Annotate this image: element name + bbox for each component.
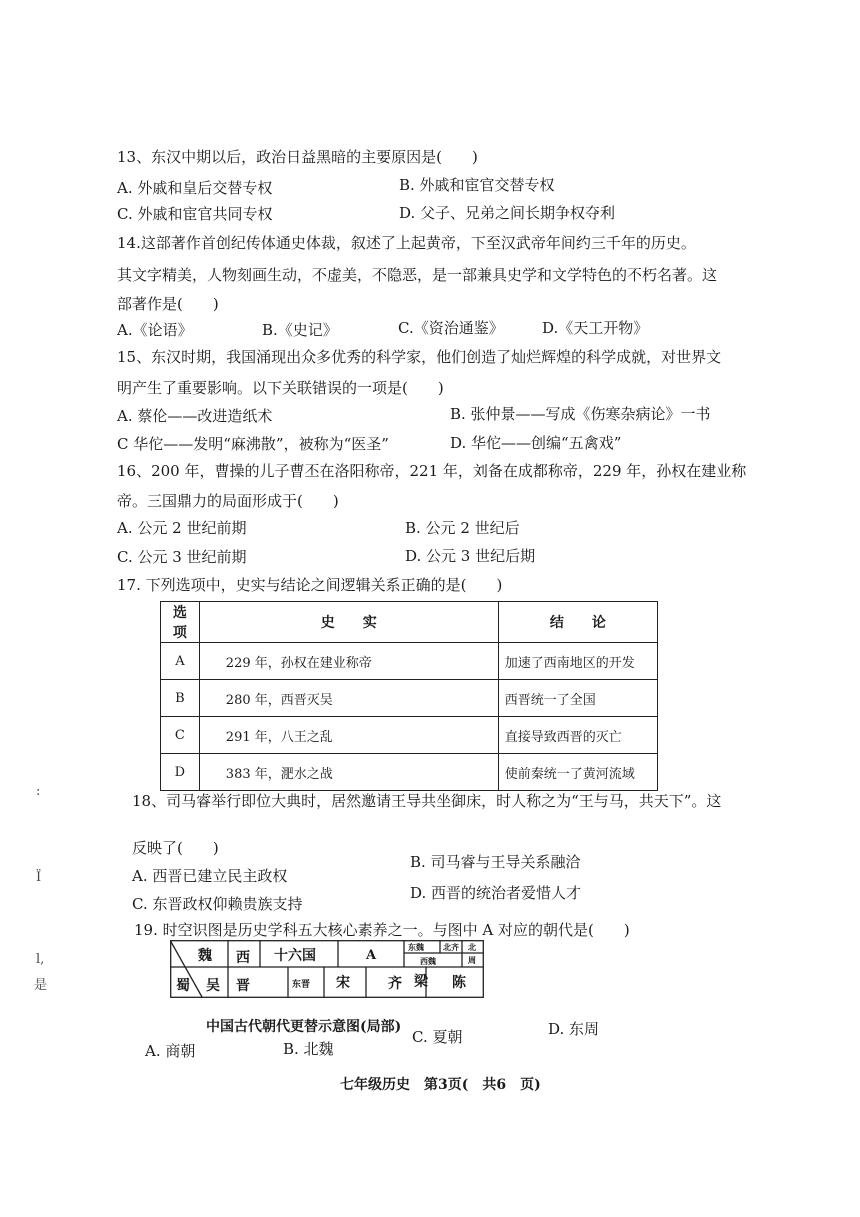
- margin-mark: :: [36, 784, 41, 799]
- q19-option-d: D. 东周: [548, 1020, 600, 1038]
- q15-line1: 15、东汉时期，我国涌现出众多优秀的科学家，他们创造了灿烂辉煌的科学成就，对世界文: [117, 348, 722, 366]
- dynasty-timeline-diagram: [170, 940, 484, 1000]
- table-row: [161, 754, 658, 791]
- row-conclusion: 使前秦统一了黄河流域: [498, 754, 657, 791]
- tl-dongjin: 东晋: [292, 980, 311, 990]
- tl-dongwei: 东魏: [408, 942, 424, 952]
- tl-qi: 齐: [388, 976, 402, 992]
- row-option: A: [161, 643, 200, 680]
- tl-a: A: [366, 948, 377, 963]
- q16-option-a: A. 公元 2 世纪前期: [117, 519, 247, 537]
- tl-bei: 北: [468, 942, 476, 952]
- header-option: 选项: [161, 602, 200, 643]
- table-row: [161, 717, 658, 754]
- q18-option-c: C. 东晋政权仰赖贵族支持: [132, 895, 303, 913]
- margin-mark: Ï: [36, 870, 42, 885]
- tl-shu: 蜀: [176, 978, 190, 994]
- tl-chen: 陈: [452, 975, 466, 991]
- q13-option-c: C. 外戚和宦官共同专权: [117, 205, 273, 223]
- q15-line2: 明产生了重要影响。以下关联错误的一项是( ): [117, 379, 444, 397]
- q15-option-d: D. 华佗——创编“五禽戏”: [450, 434, 622, 452]
- row-option: C: [161, 717, 200, 754]
- margin-mark: l,: [36, 952, 45, 967]
- timeline-caption: 中国古代朝代更替示意图(局部): [206, 1019, 402, 1035]
- tl-wei: 魏: [198, 948, 212, 964]
- header-conclusion: 结 论: [498, 602, 657, 643]
- q19-option-c: C. 夏朝: [412, 1028, 463, 1046]
- q13-option-d: D. 父子、兄弟之间长期争权夺利: [399, 204, 616, 222]
- q18-option-d: D. 西晋的统治者爱惜人才: [410, 884, 582, 902]
- tl-xijin-top: 西: [236, 950, 250, 966]
- q16-option-b: B. 公元 2 世纪后: [405, 519, 520, 537]
- page-footer: 七年级历史 第3页( 共6 页): [340, 1077, 541, 1093]
- q15-option-c: C 华佗——发明“麻沸散”，被称为“医圣”: [117, 435, 389, 453]
- q19-stem: 19. 时空识图是历史学科五大核心素养之一。与图中 A 对应的朝代是( ): [134, 921, 630, 939]
- row-fact: 383 年，淝水之战: [199, 754, 498, 791]
- tl-wu: 吴: [206, 978, 220, 994]
- tl-xijin-bottom: 晋: [236, 978, 250, 994]
- q13-option-b: B. 外戚和宦官交替专权: [399, 176, 555, 194]
- q14-option-c: C.《资治通鉴》: [398, 319, 504, 337]
- q18-option-a: A. 西晋已建立民主政权: [132, 867, 288, 885]
- q14-line3: 部著作是( ): [117, 295, 219, 313]
- row-fact: 280 年，西晋灭吴: [199, 680, 498, 717]
- q16-option-c: C. 公元 3 世纪前期: [117, 548, 247, 566]
- q15-option-a: A. 蔡伦——改进造纸术: [117, 407, 273, 425]
- q13-option-a: A. 外戚和皇后交替专权: [117, 179, 273, 197]
- q14-line1: 14.这部著作首创纪传体通史体裁，叙述了上起黄帝，下至汉武帝年间约三千年的历史。: [117, 234, 696, 252]
- q15-option-b: B. 张仲景——写成《伤寒杂病论》一书: [450, 405, 711, 423]
- tl-sixteen-kingdoms: 十六国: [274, 948, 316, 964]
- table-header-row: [161, 602, 658, 643]
- q16-line1: 16、200 年，曹操的儿子曹丕在洛阳称帝，221 年，刘备在成都称帝，229 年，孙权在建业称: [117, 462, 747, 480]
- tl-song: 宋: [336, 975, 350, 991]
- q13-stem: 13、东汉中期以后，政治日益黑暗的主要原因是( ): [117, 148, 478, 166]
- tl-beiqi: 北齐: [443, 942, 459, 952]
- facts-table: [160, 601, 658, 791]
- tl-liang: 梁: [414, 974, 428, 990]
- q19-option-a: A. 商朝: [145, 1042, 196, 1060]
- q19-option-b: B. 北魏: [283, 1040, 334, 1058]
- q14-option-d: D.《天工开物》: [542, 319, 649, 337]
- row-option: B: [161, 680, 200, 717]
- margin-mark: 是: [34, 978, 48, 993]
- table-row: [161, 643, 658, 680]
- q16-option-d: D. 公元 3 世纪后期: [405, 547, 536, 565]
- q18-line1: 18、司马睿举行即位大典时，居然邀请王导共坐御床，时人称之为“王与马，共天下”。这: [132, 792, 722, 810]
- row-option: D: [161, 754, 200, 791]
- q18-option-b: B. 司马睿与王导关系融洽: [410, 853, 581, 871]
- row-fact: 291 年，八王之乱: [199, 717, 498, 754]
- row-conclusion: 直接导致西晋的灭亡: [498, 717, 657, 754]
- q18-line2: 反映了( ): [132, 839, 219, 857]
- tl-xiwei: 西魏: [420, 956, 436, 966]
- q14-option-b: B.《史记》: [262, 321, 338, 339]
- q14-option-a: A.《论语》: [117, 321, 193, 339]
- q14-line2: 其文字精美，人物刻画生动，不虚美，不隐恶，是一部兼具史学和文学特色的不朽名著。这: [117, 266, 718, 284]
- q16-line2: 帝。三国鼎力的局面形成于( ): [117, 492, 339, 510]
- row-conclusion: 西晋统一了全国: [498, 680, 657, 717]
- row-fact: 229 年，孙权在建业称帝: [199, 643, 498, 680]
- header-fact: 史 实: [199, 602, 498, 643]
- table-row: [161, 680, 658, 717]
- row-conclusion: 加速了西南地区的开发: [498, 643, 657, 680]
- tl-zhou: 周: [468, 955, 476, 965]
- q17-stem: 17. 下列选项中，史实与结论之间逻辑关系正确的是( ): [117, 576, 503, 594]
